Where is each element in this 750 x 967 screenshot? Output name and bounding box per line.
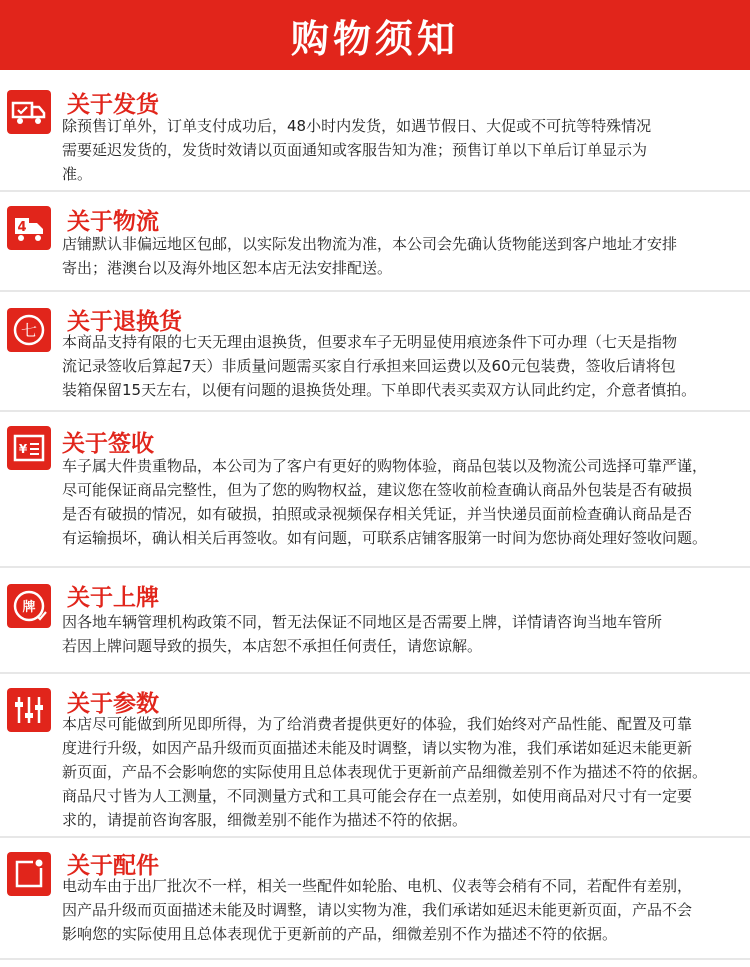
section-body-returns (62, 330, 744, 402)
section-title-plate: 关于上牌 (67, 585, 159, 611)
body-line: 需要延迟发货的，发货时效请以页面通知或客服告知为准；预售订单以下单后订单显示为 (62, 141, 648, 159)
parts-frame-icon (7, 852, 51, 896)
body-line: 影响您的实际使用且总体表现优于更新前的产品，细微差别不作为描述不符的依据。 (62, 925, 618, 943)
section-title-signing: 关于签收 (62, 431, 154, 457)
body-line: 尽可能保证商品完整性，但为了您的购物权益，建议您在签收前检查确认商品外包装是否有破损 (62, 481, 693, 499)
divider (0, 566, 750, 568)
body-line: 度进行升级，如因产品升级而页面描述未能及时调整，请以实物为准，我们承诺如延迟未能更新 (62, 739, 693, 757)
body-line: 店铺默认非偏远地区包邮，以实际发出物流为准，本公司会先确认货物能送到客户地址才安排 (62, 235, 678, 253)
svg-text:¥: ¥ (18, 442, 28, 456)
divider (0, 190, 750, 192)
section-body-parts (62, 874, 744, 946)
section-title-parts: 关于配件 (67, 853, 159, 879)
divider (0, 410, 750, 412)
section-title-returns: 关于退换货 (67, 309, 182, 335)
body-line: 流记录签收后算起7天）非质量问题需买家自行承担来回运费以及60元包装费，签收后请将包 (62, 357, 676, 375)
body-line: 商品尺寸皆为人工测量，不同测量方式和工具可能会存在一点差别，如使用商品对尺寸有一定要 (62, 787, 693, 805)
body-line: 因各地车辆管理机构政策不同，暂无法保证不同地区是否需要上牌，详情请咨询当地车管所 (62, 613, 663, 631)
body-line: 准。 (62, 165, 93, 183)
body-line: 求的，请提前咨询客服，细微差别不能作为描述不符的依据。 (62, 811, 468, 829)
body-line: 本店尽可能做到所见即所得，为了给消费者提供更好的体验，我们始终对产品性能、配置及可靠 (62, 715, 693, 733)
logistics-truck-icon (7, 206, 51, 250)
body-line: 寄出；港澳台以及海外地区恕本店无法安排配送。 (62, 259, 393, 277)
divider (0, 290, 750, 292)
section-body-logistics (62, 232, 744, 280)
body-line: 有运输损坏，确认相关后再签收。如有问题，可联系店铺客服第一时间为您协商处理好签收问题。 (62, 529, 708, 547)
body-line: 因产品升级而页面描述未能及时调整，请以实物为准，我们承诺如延迟未能更新页面，产品不会 (62, 901, 693, 919)
body-line: 除预售订单外，订单支付成功后，48小时内发货，如遇节假日、大促或不可抗等特殊情况 (62, 117, 652, 135)
body-line: 本商品支持有限的七天无理由退换货，但要求车子无明显使用痕迹条件下可办理（七天是指物 (62, 333, 678, 351)
section-title-logistics: 关于物流 (67, 209, 159, 235)
svg-text:牌: 牌 (22, 600, 36, 615)
seven-days-icon (7, 308, 51, 352)
body-line: 是否有破损的情况，如有破损，拍照或录视频保存相关凭证，并当快递员面前检查确认商品是否 (62, 505, 693, 523)
body-line: 若因上牌问题导致的损失，本店恕不承担任何责任，请您谅解。 (62, 637, 483, 655)
divider (0, 958, 750, 960)
section-body-plate (62, 610, 744, 658)
divider (0, 836, 750, 838)
body-line: 电动车由于出厂批次不一样，相关一些配件如轮胎、电机、仪表等会稍有不同，若配件有差别， (62, 877, 693, 895)
body-line: 新页面，产品不会影响您的实际使用且总体表现优于更新前产品细微差别不作为描述不符的依据。 (62, 763, 708, 781)
sliders-icon (7, 688, 51, 732)
body-line: 装箱保留15天左右，以便有问题的退换货处理。下单即代表买卖双方认同此约定，介意者慎拍。 (62, 381, 697, 399)
svg-text:4: 4 (17, 220, 27, 235)
delivery-truck-icon (7, 90, 51, 134)
section-title-params: 关于参数 (67, 691, 159, 717)
receipt-icon (7, 426, 51, 470)
section-body-shipping (62, 114, 744, 186)
license-plate-icon (7, 584, 51, 628)
page-title: 购物须知 (290, 16, 459, 61)
body-line: 车子属大件贵重物品，本公司为了客户有更好的购物体验，商品包装以及物流公司选择可靠严谨， (62, 457, 708, 475)
section-body-params (62, 712, 744, 832)
divider (0, 672, 750, 674)
header-banner (0, 0, 750, 70)
section-title-shipping: 关于发货 (67, 92, 159, 118)
svg-text:七: 七 (20, 321, 38, 340)
section-body-signing (62, 454, 744, 550)
